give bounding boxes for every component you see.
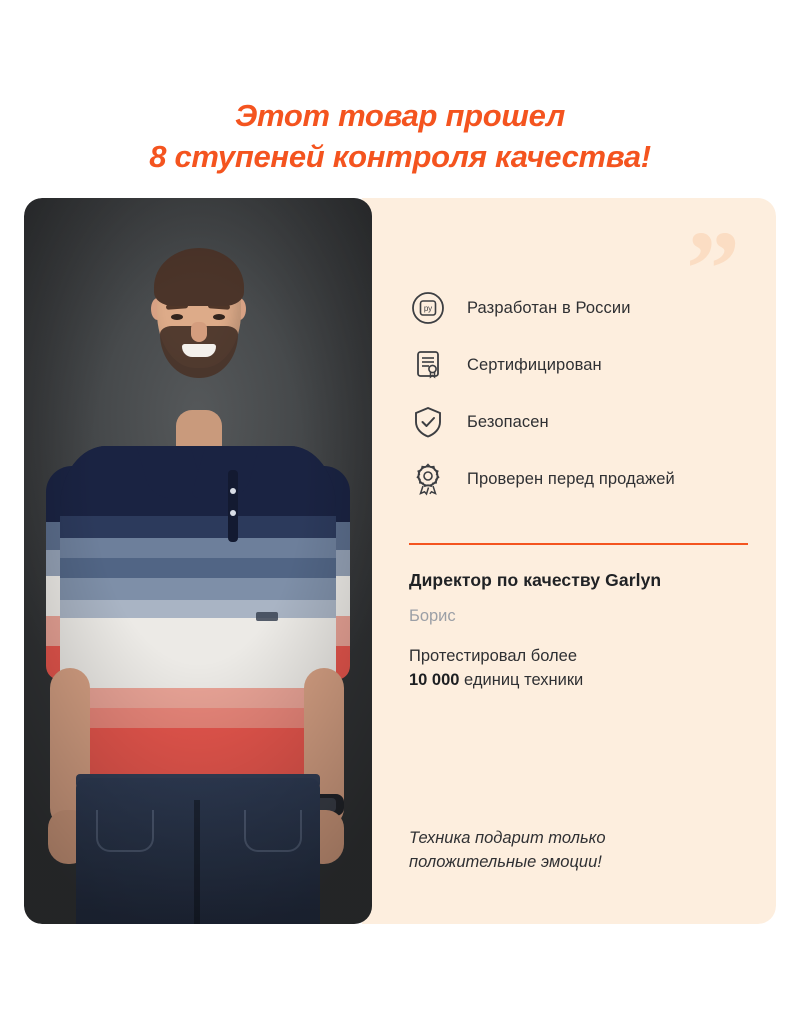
tested-unit: единиц техники [459,671,584,689]
feature-item-developed-in-russia [409,281,739,335]
content-card [24,198,776,924]
shirt-button-bottom [230,510,236,516]
person-illustration [24,198,372,924]
slogan-line-1: Техника подарит только [409,829,606,847]
person-name: Борис [409,607,456,625]
tested-text-line-2 [409,671,583,690]
page-title [0,95,800,177]
feature-label: Сертифицирован [467,355,602,374]
mouth-shape [182,344,216,357]
nose-shape [191,322,207,342]
polo-shirt [60,446,336,786]
shirt-button-top [230,488,236,494]
tested-amount: 10 000 [409,671,460,689]
pocket-left [96,810,154,852]
feature-label: Безопасен [467,412,549,431]
slogan-line-2: положительные эмоции! [409,853,602,871]
info-panel [362,198,776,924]
feature-item-checked-before-sale [409,452,739,506]
feature-item-certified [409,338,739,392]
tested-text-line-1: Протестировал более [409,647,577,665]
pocket-right [244,810,302,852]
award-rosette-icon [409,460,447,498]
hair-shape [154,248,244,306]
svg-text:ру: ру [423,304,433,313]
eye-right-shape [213,314,225,320]
ru-badge-icon [409,289,447,327]
feature-list [409,281,739,509]
shield-check-icon [409,403,447,441]
photo-panel [24,198,372,924]
feature-label: Проверен перед продажей [467,469,675,488]
eye-left-shape [171,314,183,320]
headline-line-1: Этот товар прошел [235,98,565,133]
quote-mark-icon: ” [686,210,740,329]
feature-item-safe [409,395,739,449]
feature-label: Разработан в России [467,298,631,317]
divider [409,543,748,545]
headline-line-2: 8 ступеней контроля качества! [149,139,651,174]
job-title: Директор по качеству Garlyn [409,570,662,590]
slogan [409,826,729,874]
certificate-icon [409,346,447,384]
shirt-logo [256,612,278,621]
shirt-placket [228,470,238,542]
